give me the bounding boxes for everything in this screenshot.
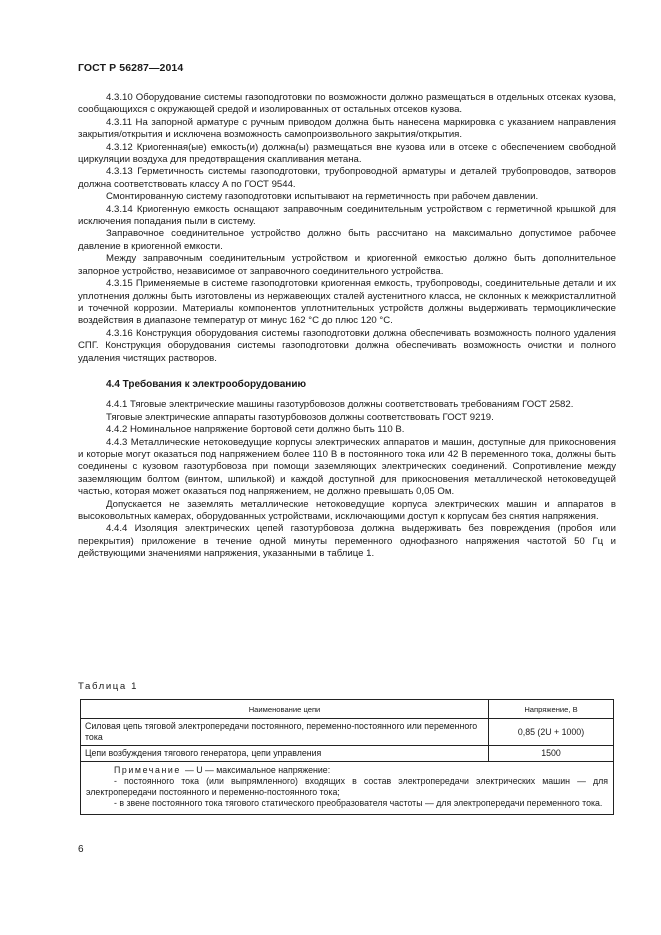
note-heading: [86, 765, 608, 776]
header-circuit-name: Наименование цепи: [81, 700, 489, 719]
section-title: 4.4 Требования к электрооборудованию: [106, 378, 307, 390]
table-note-row: [81, 762, 614, 815]
row-name: Цепи возбуждения тягового генератора, цепи управления: [81, 746, 489, 762]
row-value: 1500: [489, 746, 614, 762]
row-value: 0,85 (2U + 1000): [489, 719, 614, 746]
paragraph-4-4-1: 4.4.1 Тяговые электрические машины газотурбовозов должны соответствовать требованиям ГОСТ 2582.: [106, 399, 574, 411]
paragraph-shutoff-device: Между заправочным соединительным устройством и криогенной емкостью должно быть дополнительное запорное устройство, независимое от заправочного соединительного устройства.: [78, 253, 616, 277]
page-number: 6: [78, 844, 84, 855]
row-name: Силовая цепь тяговой электропередачи постоянного, переменно-постоянного или переменного тока: [81, 719, 489, 746]
table-caption: Таблица 1: [78, 681, 139, 692]
paragraph-4-3-12: 4.3.12 Криогенная(ые) емкость(и) должна(ы) размещаться вне кузова или в отсеке с обеспечением свободной циркуляции воздуха для предотвращения скапливания метана.: [78, 141, 616, 166]
paragraph-4-3-15: 4.3.15 Применяемые в системе газоподготовки криогенная емкость, трубопроводы, соединительные детали и их уплотнения должны быть изготовлены из нержавеющих сталей аустенитного класса, не склонных к межкристаллитной и точечной коррозии. Материалы компонентов уплотнительных устройств должны выдерживать термоциклические воздействия в диапазоне температур от минус 162 °С до плюс 120 °С.: [78, 278, 616, 327]
paragraph-4-4-3: 4.4.3 Металлические нетоковедущие корпусы электрических аппаратов и машин, доступные для прикосновения и которые могут оказаться под напряжением более 110 В в постоянного тока или 42 В переменного тока, должны быть соединены с кузовом газотурбовоза при помощи заземляющих электрических соединений. Сопротивление между заземляющим болтом (винтом, шпилькой) и каждой доступной для прикосновения металлической нетоковедущей частью, которая может оказаться под напряжением, не должно превышать 0,05 Ом.: [78, 436, 616, 498]
paragraph-filling-device: Заправочное соединительное устройство должно быть рассчитано на максимально допустимое рабочее давление в криогенной емкости.: [78, 228, 616, 252]
paragraph-tightness-test: Смонтированную систему газоподготовки испытывают на герметичность при рабочем давлении.: [106, 191, 539, 203]
document-body: [78, 92, 616, 561]
voltage-table: [80, 699, 614, 815]
header-voltage: Напряжение, В: [489, 700, 614, 719]
table-header-row: [81, 700, 614, 719]
paragraph-traction-apparatus: Тяговые электрические аппараты газотурбовозов должны соответствовать ГОСТ 9219.: [106, 411, 494, 423]
paragraph-4-4-2: 4.4.2 Номинальное напряжение бортовой сети должно быть 110 В.: [106, 424, 405, 436]
paragraph-4-3-13: 4.3.13 Герметичность системы газоподготовки, трубопроводной арматуры и деталей трубопроводов, затворов должна соответствовать классу А по ГОСТ 9544.: [78, 166, 616, 190]
note-line: - постоянного тока (или выпрямленного) входящих в состав электропередачи электрических машин — для электропередачи постоянного и переменно-постоянного тока;: [86, 776, 608, 797]
note-intro: — U — максимальное напряжение:: [184, 765, 331, 775]
paragraph-4-4-4: 4.4.4 Изоляция электрических цепей газотурбовоза должна выдерживать без повреждения (пробоя или перекрытия) приложение в течение одной минуты переменного однофазного напряжения частотой 50 Гц и действующими значениями напряжения, указанными в таблице 1.: [78, 523, 616, 560]
paragraph-4-3-14: 4.3.14 Криогенную емкость оснащают заправочным соединительным устройством с герметичной крышкой для исключения попадания пыли в систему.: [78, 203, 616, 228]
paragraph-grounding-exception: Допускается не заземлять металлические нетоковедущие корпуса электрических машин и аппаратов в высоковольтных камерах, оборудованных устройствами, исключающими доступ к корпусам без снятия напряжения.: [78, 498, 616, 522]
table-row: [81, 719, 614, 746]
paragraph-4-3-11: 4.3.11 На запорной арматуре с ручным приводом должна быть нанесена маркировка с указанием направления закрытия/открытия и исключена возможность самопроизвольного закрытия/открытия.: [78, 116, 616, 141]
table-row: [81, 746, 614, 762]
document-header: ГОСТ Р 56287—2014: [78, 62, 184, 74]
paragraph-4-3-10: 4.3.10 Оборудование системы газоподготовки по возможности должно размещаться в отдельных отсеках кузова, сообщающихся с окружающей средой и изолированных от остальных отсеков кузова.: [78, 92, 616, 116]
paragraph-4-3-16: 4.3.16 Конструкция оборудования системы газоподготовки должна обеспечивать возможность полного удаления СПГ. Конструкция оборудования системы газоподготовки должна обеспечивать возможность очистки и полного удаления чистящих растворов.: [78, 327, 616, 364]
note-title: Примечание: [114, 765, 181, 775]
note-line: - в звене постоянного тока тягового статического преобразователя частоты — для электропередачи переменного тока.: [114, 798, 603, 808]
table-note: [81, 762, 614, 815]
